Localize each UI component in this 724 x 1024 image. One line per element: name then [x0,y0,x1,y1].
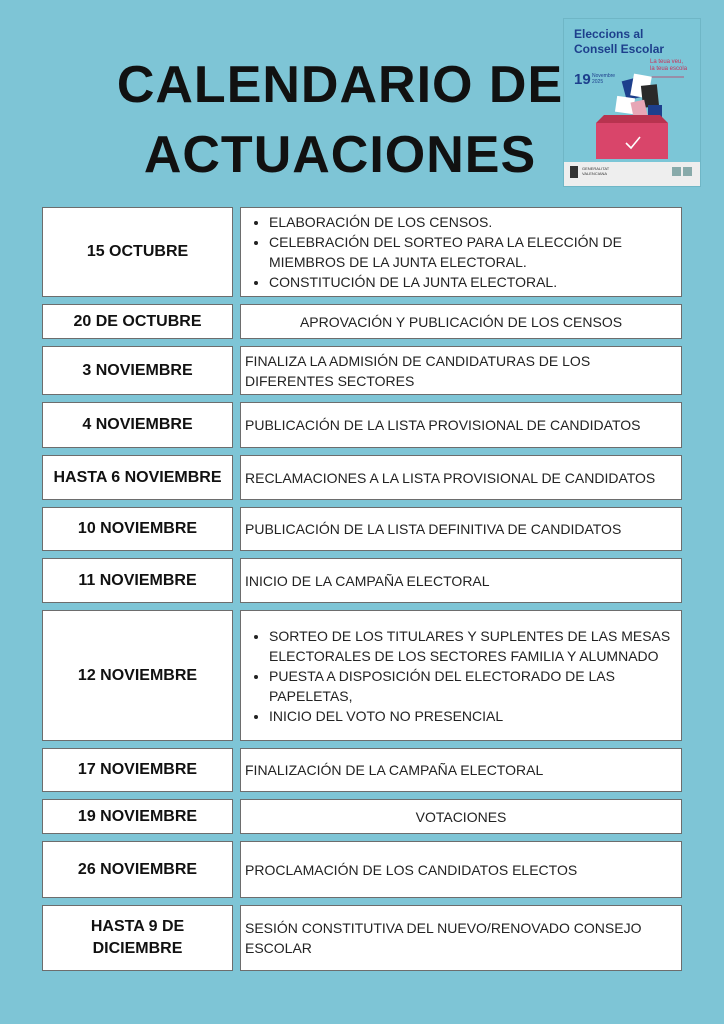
row-description: PUBLICACIÓN DE LA LISTA DEFINITIVA DE CANDIDATOS [240,507,682,551]
poster-day: 19 [574,71,591,88]
title-line-2: ACTUACIONES [143,126,537,184]
row-date: 17 NOVIEMBRE [42,748,233,792]
calendar-row-6 [42,507,682,551]
calendar-row-2 [42,304,682,339]
calendar-row-5 [42,455,682,500]
bullet-item: • SORTEO DE LOS TITULARES Y SUPLENTES DE LAS MESAS ELECTORALES DE LOS SECTORES FAMILIA Y ALUMNADO [269,626,677,666]
row-date: 19 NOVIEMBRE [42,799,233,834]
row-description: APROVACIÓN Y PUBLICACIÓN DE LOS CENSOS [240,304,682,339]
row-date: HASTA 9 DE DICIEMBRE [42,905,233,971]
calendar-row-3 [42,346,682,395]
calendar-row-4 [42,402,682,448]
row-date: 15 OCTUBRE [42,207,233,297]
poster-title: Eleccions al Consell Escolar [574,27,665,56]
poster-month-year: Novembre 2025 [592,73,616,85]
calendar-row-8 [42,610,682,741]
election-poster [563,18,701,187]
calendar-row-1 [42,207,682,297]
row-description [240,610,682,741]
row-date: 3 NOVIEMBRE [42,346,233,395]
calendar-row-12 [42,905,682,971]
row-description: VOTACIONES [240,799,682,834]
title-line-1: CALENDARIO DE [116,56,564,114]
bullet-item: • INICIO DEL VOTO NO PRESENCIAL [269,706,677,726]
bullet-item: • CONSTITUCIÓN DE LA JUNTA ELECTORAL. [269,272,677,292]
row-date: 10 NOVIEMBRE [42,507,233,551]
row-description: PROCLAMACIÓN DE LOS CANDIDATOS ELECTOS [240,841,682,898]
row-description: PUBLICACIÓN DE LA LISTA PROVISIONAL DE CANDIDATOS [240,402,682,448]
row-date: 20 DE OCTUBRE [42,304,233,339]
bullet-item: • CELEBRACIÓN DEL SORTEO PARA LA ELECCIÓN DE MIEMBROS DE LA JUNTA ELECTORAL. [269,232,677,272]
calendar-row-9 [42,748,682,792]
row-date: 26 NOVIEMBRE [42,841,233,898]
calendar-row-10 [42,799,682,834]
bullet-list [245,626,677,726]
bullet-list [245,212,677,292]
row-date: 4 NOVIEMBRE [42,402,233,448]
bullet-item: • PUESTA A DISPOSICIÓN DEL ELECTORADO DE LAS PAPELETAS, [269,666,677,706]
calendar-row-11 [42,841,682,898]
row-date: HASTA 6 NOVIEMBRE [42,455,233,500]
bullet-item: • ELABORACIÓN DE LOS CENSOS. [269,212,677,232]
poster-slogan: La teua veu, la teua escola [650,59,688,72]
row-description: SESIÓN CONSTITUTIVA DEL NUEVO/RENOVADO CONSEJO ESCOLAR [240,905,682,971]
row-description: FINALIZA LA ADMISIÓN DE CANDIDATURAS DE LOS DIFERENTES SECTORES [240,346,682,395]
row-description: FINALIZACIÓN DE LA CAMPAÑA ELECTORAL [240,748,682,792]
row-date: 11 NOVIEMBRE [42,558,233,603]
poster-org: GENERALITAT VALENCIANA [582,166,610,176]
row-description: RECLAMACIONES A LA LISTA PROVISIONAL DE CANDIDATOS [240,455,682,500]
row-date: 12 NOVIEMBRE [42,610,233,741]
row-description: INICIO DE LA CAMPAÑA ELECTORAL [240,558,682,603]
calendar-row-7 [42,558,682,603]
page-title [100,50,580,190]
row-description [240,207,682,297]
